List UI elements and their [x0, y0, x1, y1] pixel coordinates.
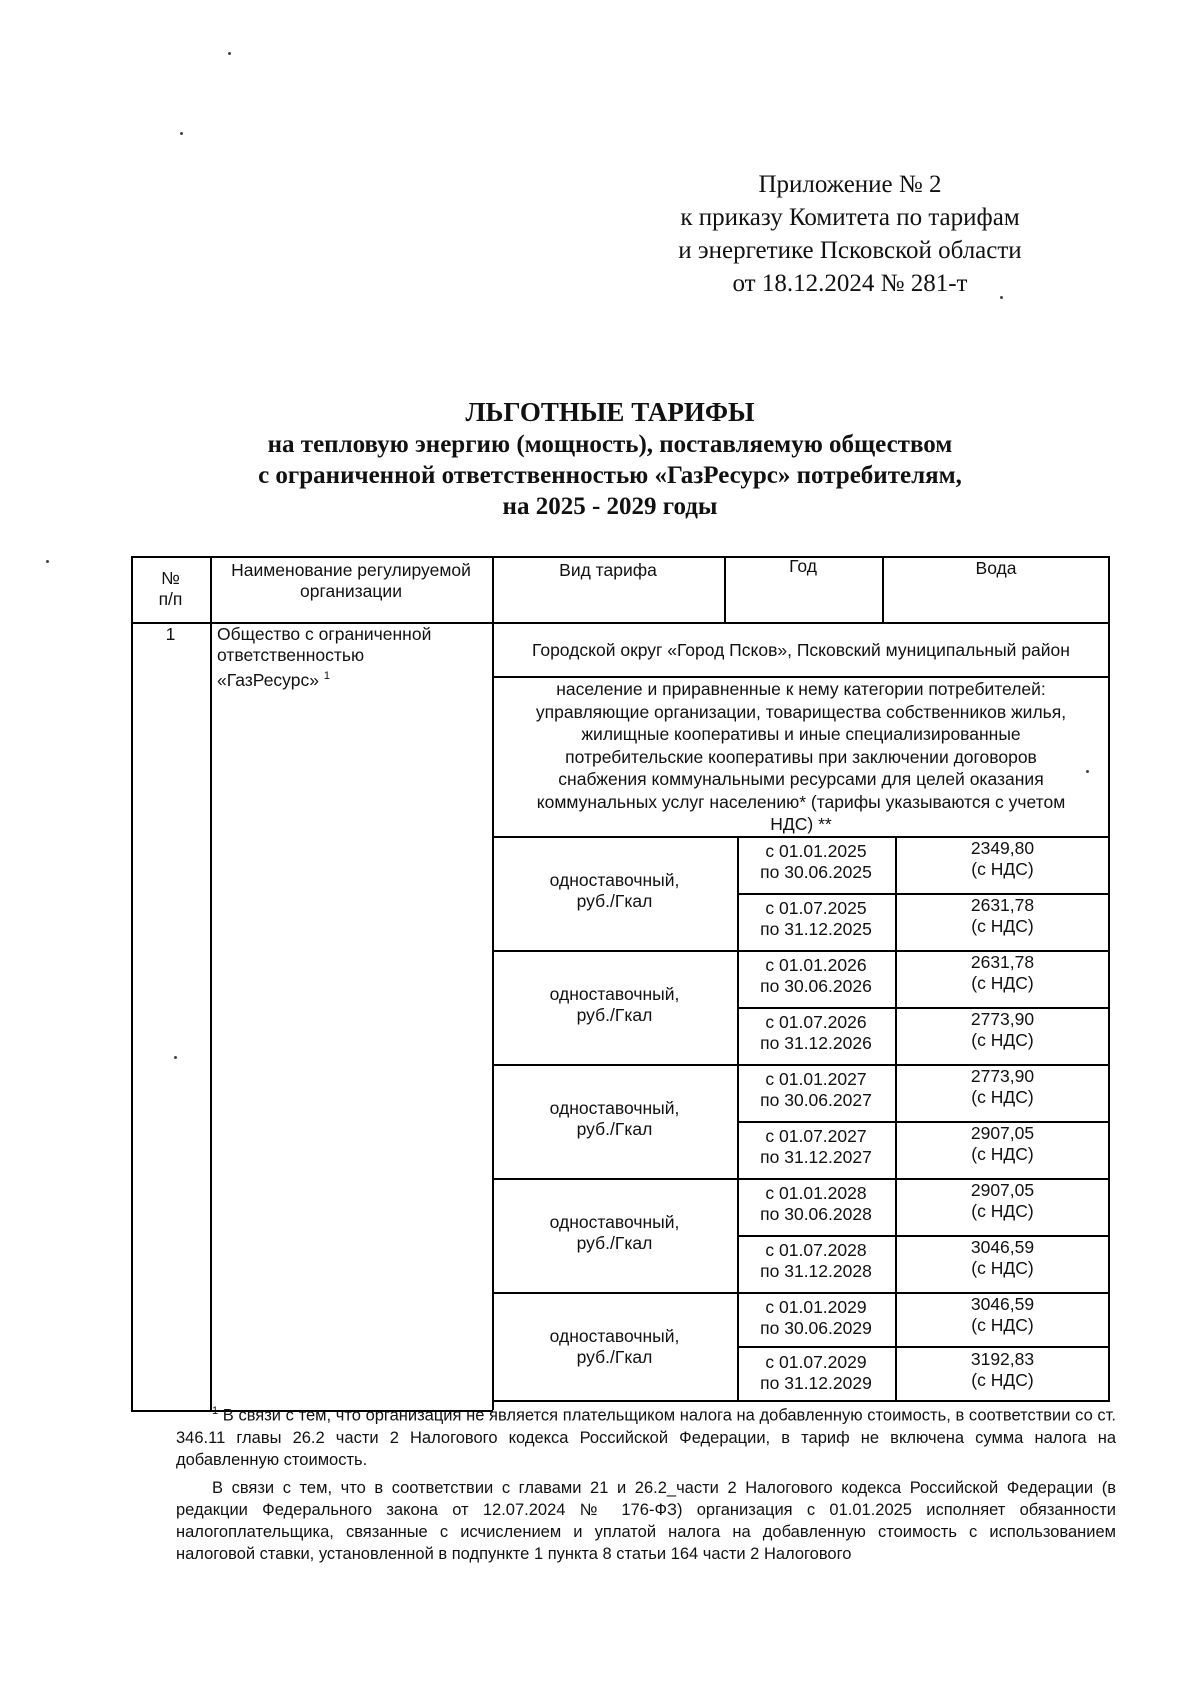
period: [737, 1126, 895, 1168]
organization-line: [217, 666, 487, 691]
tariff-type-line: руб./Гкал: [576, 1005, 653, 1025]
tariff-value: [895, 895, 1110, 937]
tariff-type-line: одноставочный,: [549, 1098, 680, 1118]
footnote-1: [176, 1400, 1116, 1471]
category-line: коммунальных услуг населению* (тарифы указываются с учетом: [536, 791, 1066, 812]
tariff-type-line: одноставочный,: [549, 1212, 680, 1232]
header-organization-line: Наименование регулируемой: [231, 560, 471, 580]
title-main: ЛЬГОТНЫЕ ТАРИФЫ: [465, 397, 755, 427]
category-line: население и приравненные к нему категории потребителей:: [556, 679, 1046, 699]
vat-note: (с НДС): [971, 859, 1034, 879]
period: [737, 1069, 895, 1111]
table-border: [737, 1346, 1110, 1348]
header-water: Вода: [975, 558, 1017, 578]
period-to: по 31.12.2028: [760, 1261, 872, 1281]
footnote-1-text: В связи с тем, что организация не является плательщиком налога на добавленную стоимость, в соответствии со ст. 346.11 главы 26.2 части 2 Налогового кодекса Российской Федерации, в тариф не включена сумма налога на добавленную стоимость.: [176, 1406, 1116, 1469]
period: [737, 1183, 895, 1225]
table-border: [131, 556, 133, 1410]
tariff-type: [492, 1326, 737, 1368]
header-organization-line: организации: [300, 581, 402, 601]
document-title: [130, 395, 1090, 522]
vat-note: (с НДС): [971, 916, 1034, 936]
organization-line: ответственностью: [217, 645, 365, 665]
header-organization: [210, 560, 492, 602]
tariff-type: [492, 1212, 737, 1254]
vat-note: (с НДС): [971, 1315, 1034, 1335]
table-border: [210, 556, 212, 1410]
header-number-line: п/п: [158, 589, 183, 609]
tariff-value: [895, 1066, 1110, 1108]
footnotes: [176, 1400, 1116, 1565]
period-to: по 30.06.2025: [760, 862, 872, 882]
appendix-header: [620, 168, 1080, 300]
tariff-value: [895, 1237, 1110, 1279]
tariff-type: [492, 984, 737, 1026]
period-from: с 01.01.2027: [765, 1069, 867, 1089]
tariff-amount: 2773,90: [970, 1009, 1035, 1029]
header-number-line: №: [161, 568, 180, 588]
organization-line-text: «ГазРесурс»: [217, 669, 319, 690]
organization-line: Общество с ограниченной: [217, 624, 432, 644]
vat-note: (с НДС): [971, 1258, 1034, 1278]
tariff-type: [492, 870, 737, 912]
category-line: потребительские кооперативы при заключении договоров: [565, 746, 1037, 767]
period-from: с 01.07.2027: [765, 1126, 867, 1146]
vat-note: (с НДС): [971, 973, 1034, 993]
tariff-value: [895, 1180, 1110, 1222]
header-tariff-type: Вид тарифа: [559, 560, 657, 580]
vat-note: (с НДС): [971, 1201, 1034, 1221]
tariff-amount: 3046,59: [970, 1294, 1035, 1314]
tariff-amount: 2907,05: [970, 1180, 1035, 1200]
title-line: на тепловую энергию (мощность), поставляемую обществом: [267, 431, 953, 458]
appendix-line: к приказу Комитета по тарифам: [680, 204, 1020, 231]
tariff-value: [895, 1123, 1110, 1165]
tariff-type-line: руб./Гкал: [576, 891, 653, 911]
period-from: с 01.01.2025: [765, 841, 867, 861]
header-number: [131, 568, 210, 610]
period: [737, 841, 895, 883]
period-from: с 01.01.2029: [765, 1297, 867, 1317]
header-year: Год: [789, 556, 817, 576]
tariff-value: [895, 1294, 1110, 1336]
tariff-type-line: руб./Гкал: [576, 1119, 653, 1139]
period-to: по 30.06.2027: [760, 1090, 872, 1110]
vat-note: (с НДС): [971, 1370, 1034, 1390]
tariff-amount: 2907,05: [970, 1123, 1035, 1143]
tariff-value: [895, 952, 1110, 994]
scan-speck: [228, 52, 231, 55]
tariff-type: [492, 1098, 737, 1140]
title-line: с ограниченной ответственностью «ГазРесурс» потребителям,: [258, 462, 962, 489]
vat-note: (с НДС): [971, 1087, 1034, 1107]
period: [737, 1012, 895, 1054]
organization-name: [217, 624, 487, 691]
category-line: управляющие организации, товарищества собственников жилья,: [535, 701, 1067, 722]
period-to: по 30.06.2028: [760, 1204, 872, 1224]
row-number: 1: [165, 624, 176, 644]
period-from: с 01.01.2028: [765, 1183, 867, 1203]
scan-speck: [46, 560, 49, 563]
tariff-amount: 3192,83: [970, 1349, 1035, 1369]
appendix-line: Приложение № 2: [758, 171, 942, 198]
period-from: с 01.07.2026: [765, 1012, 867, 1032]
category-line: снабжения коммунальными ресурсами для целей оказания: [558, 769, 1044, 789]
category-line: жилищные кооперативы и иные специализированные: [581, 724, 1021, 744]
vat-note: (с НДС): [971, 1030, 1034, 1050]
territory: Городской округ «Город Псков», Псковский муниципальный район: [532, 640, 1070, 660]
tariff-amount: 3046,59: [970, 1237, 1035, 1257]
period: [737, 955, 895, 997]
period: [737, 1352, 895, 1394]
period-to: по 30.06.2026: [760, 976, 872, 996]
period: [737, 1240, 895, 1282]
tariff-type-line: одноставочный,: [549, 870, 680, 890]
tariff-table: [131, 546, 1110, 1410]
tariff-amount: 2631,78: [970, 895, 1035, 915]
category-line: НДС) **: [770, 814, 832, 834]
vat-note: (с НДС): [971, 1144, 1034, 1164]
period-to: по 31.12.2029: [760, 1373, 872, 1393]
period-to: по 31.12.2025: [760, 919, 872, 939]
period-from: с 01.01.2026: [765, 955, 867, 975]
period-from: с 01.07.2029: [765, 1352, 867, 1372]
period: [737, 1297, 895, 1339]
footnote-2: В связи с тем, что в соответствии с главами 21 и 26.2_части 2 Налогового кодекса Российской Федерации (в редакции Федерального закона от 12.07.2024 № 176-ФЗ) организация с 01.01.2025 исполняет обязанности налогоплательщика, связанные с исчислением и уплатой налога на добавленную стоимость с использованием налоговой ставки, установленной в подпункте 1 пункта 8 статьи 164 части 2 Налогового: [176, 1478, 1116, 1563]
period-to: по 31.12.2027: [760, 1147, 872, 1167]
consumer-category: [492, 678, 1110, 836]
tariff-amount: 2349,80: [970, 838, 1035, 858]
tariff-type-line: одноставочный,: [549, 984, 680, 1004]
appendix-line: от 18.12.2024 № 281-т: [732, 270, 968, 297]
period: [737, 898, 895, 940]
period-from: с 01.07.2028: [765, 1240, 867, 1260]
tariff-amount: 2773,90: [970, 1066, 1035, 1086]
scan-speck: [180, 132, 183, 135]
tariff-value: [895, 1009, 1110, 1051]
period-from: с 01.07.2025: [765, 898, 867, 918]
tariff-amount: 2631,78: [970, 952, 1035, 972]
footnote-1-marker: 1: [212, 1405, 219, 1417]
footnote-marker: 1: [323, 670, 330, 682]
tariff-type-line: одноставочный,: [549, 1326, 680, 1346]
tariff-type-line: руб./Гкал: [576, 1233, 653, 1253]
period-to: по 31.12.2026: [760, 1033, 872, 1053]
tariff-type-line: руб./Гкал: [576, 1347, 653, 1367]
appendix-line: и энергетике Псковской области: [678, 237, 1022, 264]
period-to: по 30.06.2029: [760, 1318, 872, 1338]
tariff-value: [895, 838, 1110, 880]
tariff-value: [895, 1349, 1110, 1391]
title-line: на 2025 - 2029 годы: [502, 493, 718, 520]
